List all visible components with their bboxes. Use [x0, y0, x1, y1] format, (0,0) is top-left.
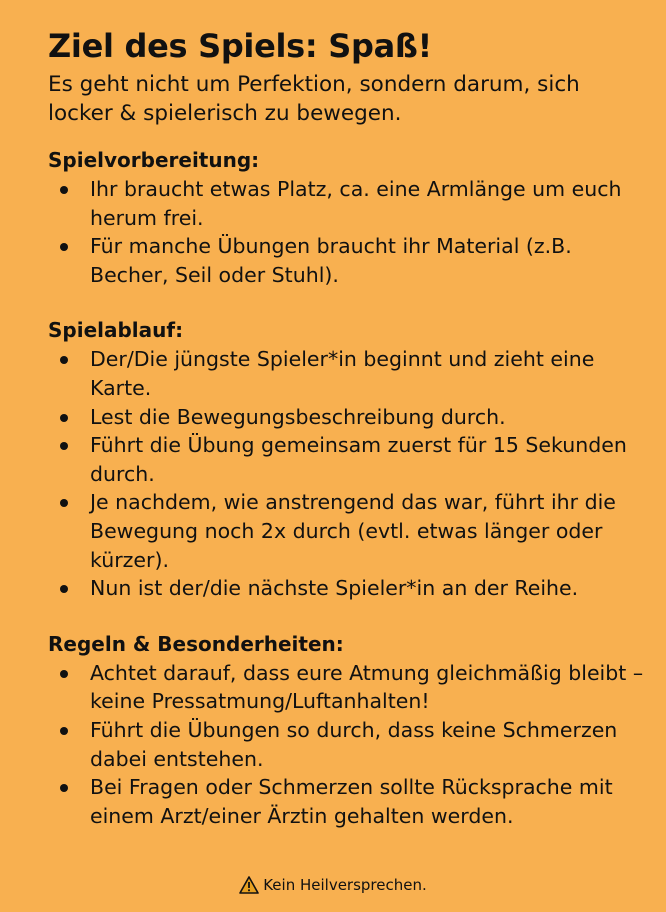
intro-text: Es geht nicht um Perfektion, sondern darum, sich locker & spielerisch zu bewegen. [48, 72, 580, 126]
list-item-text: Je nachdem, wie anstrengend das war, führt ihr die Bewegung noch 2x durch (evtl. etwas länger oder kürzer). [90, 490, 616, 572]
list-item [48, 175, 648, 232]
disclaimer [0, 874, 666, 900]
section-heading: Spielvorbereitung: [48, 148, 260, 172]
list-item-text: Für manche Übungen braucht ihr Material (z.B. Becher, Seil oder Stuhl). [90, 234, 572, 287]
list-item [48, 488, 648, 574]
list-item [48, 232, 648, 289]
bullet-list [48, 659, 648, 831]
list-item [48, 431, 648, 488]
bullet-list [48, 175, 648, 289]
list-item-text: Der/Die jüngste Spieler*in beginnt und zieht eine Karte. [90, 347, 595, 400]
list-item-text: Nun ist der/die nächste Spieler*in an der Reihe. [90, 576, 579, 601]
bullet-icon [60, 784, 68, 792]
bullet-icon [60, 186, 68, 194]
list-item-text: Führt die Übung gemeinsam zuerst für 15 Sekunden durch. [90, 433, 627, 486]
bullet-icon [60, 442, 68, 450]
list-item [48, 574, 648, 603]
section-preparation [48, 146, 648, 289]
list-item-text: Führt die Übungen so durch, dass keine Schmerzen dabei entstehen. [90, 717, 618, 771]
list-item [48, 403, 648, 432]
section-rules [48, 630, 648, 831]
list-item [48, 773, 648, 830]
page-title: Ziel des Spiels: Spaß! [48, 27, 432, 65]
list-item [48, 345, 648, 402]
rules-card [48, 24, 648, 830]
bullet-icon [60, 356, 68, 364]
bullet-icon [60, 243, 68, 251]
list-item-text: Achtet darauf, dass eure Atmung gleichmäßig bleibt – keine Pressatmung/Luftanhalten! [90, 660, 644, 714]
bullet-list [48, 345, 648, 602]
list-item-text: Bei Fragen oder Schmerzen sollte Rücksprache mit einem Arzt/einer Ärztin gehalten werden. [90, 775, 613, 828]
bullet-icon [60, 727, 68, 735]
bullet-icon [60, 414, 68, 422]
list-item [48, 716, 648, 773]
section-heading: Spielablauf: [48, 318, 184, 343]
section-gameplay [48, 316, 648, 602]
bullet-icon [60, 499, 68, 507]
disclaimer-text: Kein Heilversprechen. [263, 876, 427, 894]
bullet-icon [60, 670, 68, 678]
list-item-text: Ihr braucht etwas Platz, ca. eine Armlänge um euch herum frei. [90, 177, 622, 230]
list-item-text: Lest die Bewegungsbeschreibung durch. [90, 404, 506, 429]
list-item [48, 659, 648, 716]
section-heading: Regeln & Besonderheiten: [48, 631, 344, 656]
bullet-icon [60, 585, 68, 593]
warning-icon [239, 876, 259, 900]
